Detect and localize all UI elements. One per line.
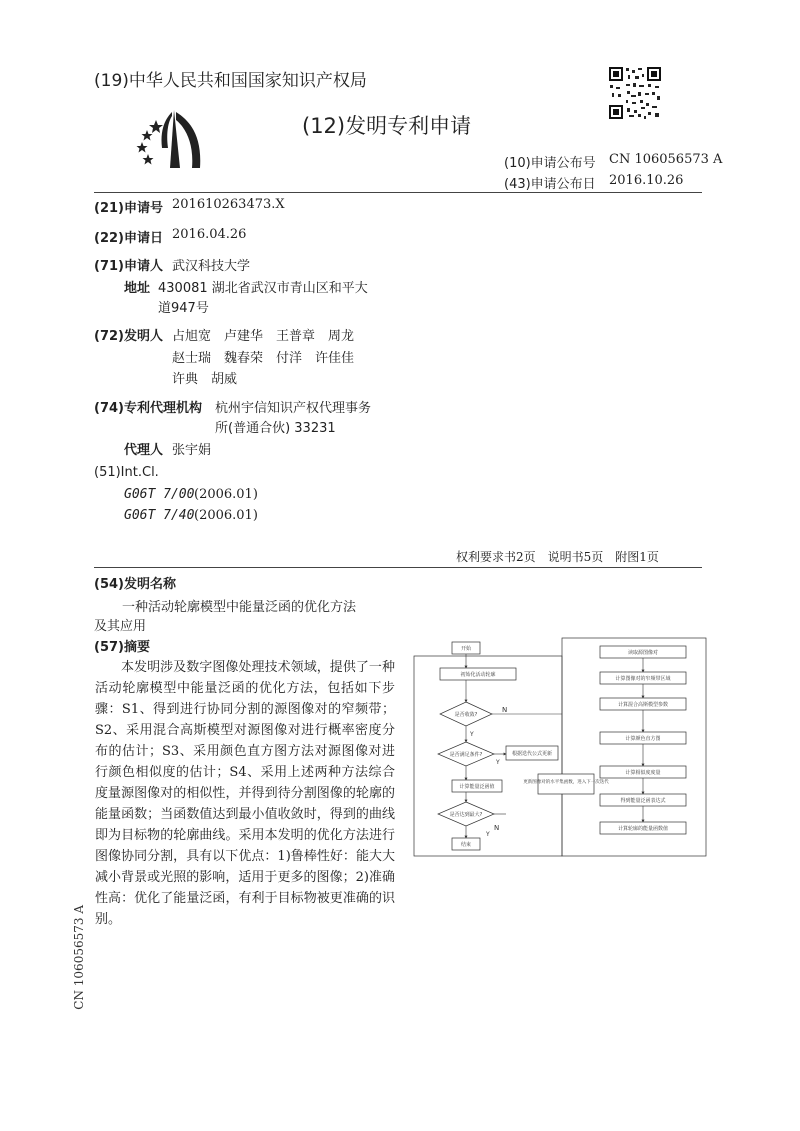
agency-line-1: 杭州宇信知识产权代理事务 [215,401,372,416]
invention-title-line-1: 一种活动轮廓模型中能量泛函的优化方法 [122,600,357,615]
address-line-2: 道947号 [158,301,209,316]
abstract-body [95,657,395,930]
flow-start-node [452,642,480,654]
abstract-text: 本发明涉及数字图像处理技术领域，提供了一种活动轮廓模型中能量泛函的优化方法，包括如下步骤：S1、得到进行协同分割的源图像对的窄频带；S2、采用混合高斯模型对源图像对进行概率密度分布的估计；S3、采用颜色直方图方法对源图像对进行颜色相似度的估计；S4、采用上述两种方法综合度量源图像对的相似性，并得到待分割图像的轮廓的能量函数；当函数值达到最小值收敛时，得到的曲线即为目标物的轮廓曲线。采用本发明的优化方法进行图像协同分割，具有以下优点：1)鲁棒性好：能大大减小背景或光照的影响，适用于更多的图像；2)准确性高：优化了能量泛函，有利于目标物被更准确的识别。 [95,660,395,927]
ipc-1-version: (2006.01) [194,487,258,502]
svg-text:根据迭代公式更新: 根据迭代公式更新 [511,751,553,757]
ipc-label: (51)Int.Cl. [94,465,159,480]
flow-yes-3: Y [486,831,490,838]
invention-title-line-2: 及其应用 [94,619,147,634]
invention-title-label: (54)发明名称 [94,577,176,592]
abstract-label: (57)摘要 [94,640,150,655]
applicant-label: (71)申请人 [94,259,163,274]
flow-yes-2: Y [496,759,500,766]
flow-merge-node [523,774,609,794]
flow-cond2-node [438,742,494,766]
application-number: 201610263473.X [172,197,285,212]
applicant: 武汉科技大学 [172,259,251,274]
svg-text:计算相似度度量: 计算相似度度量 [625,770,661,776]
agency-line-2: 所(普通合伙) 33231 [215,421,336,436]
header-divider [94,192,702,193]
svg-text:得到能量泛函表达式: 得到能量泛函表达式 [620,798,666,804]
flow-right-step-1 [600,646,686,658]
document-type: (12)发明专利申请 [302,114,472,138]
flow-cond3-node [438,802,494,826]
publication-number-label: (10)申请公布号 [504,156,596,171]
ipc-2-code: G06T 7/40 [124,508,195,523]
svg-text:初始化活动轮廓: 初始化活动轮廓 [460,672,496,678]
flow-calc-node [452,780,502,792]
agency-label: (74)专利代理机构 [94,401,202,416]
flow-right-step-6 [600,794,686,806]
flow-no-2: N [494,824,500,832]
publication-date: 2016.10.26 [609,173,684,188]
svg-text:是否收敛?: 是否收敛? [454,712,478,718]
application-number-label: (21)申请号 [94,201,163,216]
publication-number: CN 106056573 A [609,152,723,167]
biblio-divider [94,567,702,568]
inventor-label: (72)发明人 [94,329,163,344]
inventors-line-1: 占旭宽 卢建华 王普章 周龙 [172,329,355,344]
inventors-line-3: 许典 胡威 [172,372,238,387]
agent-label: 代理人 [124,443,164,458]
flow-init-node [440,668,516,680]
flow-right-step-5 [600,766,686,778]
flow-update-node [506,746,558,760]
office-name: (19)中华人民共和国国家知识产权局 [94,71,367,91]
sipo-logo [134,108,214,172]
flow-yes-1: Y [470,731,474,738]
flow-right-step-3 [600,698,686,710]
svg-text:是否满足条件?: 是否满足条件? [449,752,483,758]
ipc-2-version: (2006.01) [194,508,258,523]
svg-text:是否达到最大?: 是否达到最大? [449,812,483,818]
qr-code [608,66,662,120]
flow-cond1-node [440,702,492,726]
flow-no-1: N [502,706,508,714]
svg-text:计算混合高斯模型参数: 计算混合高斯模型参数 [617,702,669,708]
ipc-1-code: G06T 7/00 [124,487,195,502]
svg-text:更新图像对的水平集函数，进入下一次迭代: 更新图像对的水平集函数，进入下一次迭代 [523,780,609,785]
svg-text:计算轮廓的能量函数值: 计算轮廓的能量函数值 [617,826,669,832]
application-date: 2016.04.26 [172,227,247,242]
publication-date-label: (43)申请公布日 [504,177,596,192]
address-line-1: 430081 湖北省武汉市青山区和平大 [158,281,368,296]
side-publication-number: CN 106056573 A [72,905,86,1010]
agent: 张宇娟 [172,443,212,458]
flow-right-step-4 [600,732,686,744]
flow-right-step-7 [600,822,686,834]
svg-text:计算颜色直方图: 计算颜色直方图 [625,736,661,742]
svg-text:读取源图像对: 读取源图像对 [627,650,659,656]
svg-text:结束: 结束 [460,842,472,848]
svg-text:开始: 开始 [460,646,472,652]
flow-right-step-2 [600,672,686,684]
flowchart [410,634,710,864]
inventors-line-2: 赵士瑞 魏春荣 付洋 许佳佳 [172,351,355,366]
svg-text:计算能量泛函值: 计算能量泛函值 [459,784,495,790]
application-date-label: (22)申请日 [94,231,163,246]
address-label: 地址 [124,281,151,296]
svg-text:计算图像对的窄频带区域: 计算图像对的窄频带区域 [615,676,671,682]
flow-end-node [452,838,480,850]
page-counts: 权利要求书2页 说明书5页 附图1页 [456,550,659,564]
